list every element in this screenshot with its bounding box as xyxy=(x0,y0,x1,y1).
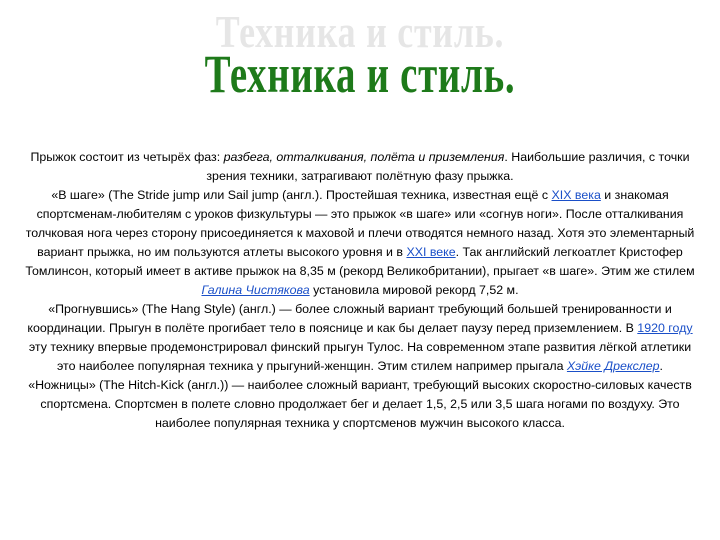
text: «В шаге» (The Stride jump или Sail jump (англ.). Простейшая техника, известная ещё с xyxy=(51,188,552,202)
text: и знакомая спортсменам-любителям с уроков физкультуры — это прыжок «в шаге» или «согнув ноги». После отталкивания толчковая нога через сторону присоединяется к маховой и плечи отводятся немного назад. Хотя это элементарный вариант прыжка, но им пользуются атлеты высокого уровня и в xyxy=(25,188,695,259)
paragraph-phases xyxy=(20,148,700,186)
slide-title: Техника и стиль. xyxy=(204,44,516,104)
text: Прыжок состоит из четырёх фаз: xyxy=(30,150,224,164)
paragraph-hang-style xyxy=(20,300,700,376)
text: установила мировой рекорд 7,52 м. xyxy=(309,283,519,297)
link-21st-century[interactable]: XXI веке xyxy=(406,245,456,259)
text: . Наибольшие различия, с точки зрения техники, затрагивают полётную фазу прыжка. xyxy=(206,150,690,183)
text: . xyxy=(659,359,663,373)
link-heike-drechsler[interactable]: Хэйке Дрекслер xyxy=(566,359,660,373)
link-galina-chistyakova[interactable]: Галина Чистякова xyxy=(201,283,310,297)
phases-emphasis: разбега, отталкивания, полёта и приземления xyxy=(223,150,505,164)
slide-body-text xyxy=(20,148,700,433)
text: «Ножницы» (The Hitch-Kick (англ.)) — наиболее сложный вариант, требующий высоких скоростно-силовых качеств спортсмена. Спортсмен в полете словно продолжает бег и делает 1,5, 2,5 или 3,5 шага ногами по воздуху. Это наиболее популярная техника у спортсменов мужчин высокого класса. xyxy=(28,378,692,430)
link-19th-century[interactable]: XIX века xyxy=(551,188,601,202)
text: . Так английский легкоатлет Кристофер Томлинсон, который имеет в активе прыжок на 8,35 м (рекорд Великобритании), прыгает «в шаге». Этим же стилем xyxy=(25,245,695,278)
paragraph-stride-jump xyxy=(20,186,700,300)
link-1920-year[interactable]: 1920 году xyxy=(637,321,693,335)
text: эту технику впервые продемонстрировал финский прыгун Тулос. На современном этапе развития лёгкой атлетики это наиболее популярная техника у прыгуний-женщин. Этим стилем например прыгала xyxy=(28,340,692,373)
text: «Прогнувшись» (The Hang Style) (англ.) — более сложный вариант требующий большей тренированности и координации. Прыгун в полёте прогибает тело в пояснице и как бы делает паузу перед приземлением. В xyxy=(27,302,672,335)
slide-title-shadow: Техника и стиль. xyxy=(215,6,505,57)
paragraph-hitch-kick xyxy=(20,376,700,433)
